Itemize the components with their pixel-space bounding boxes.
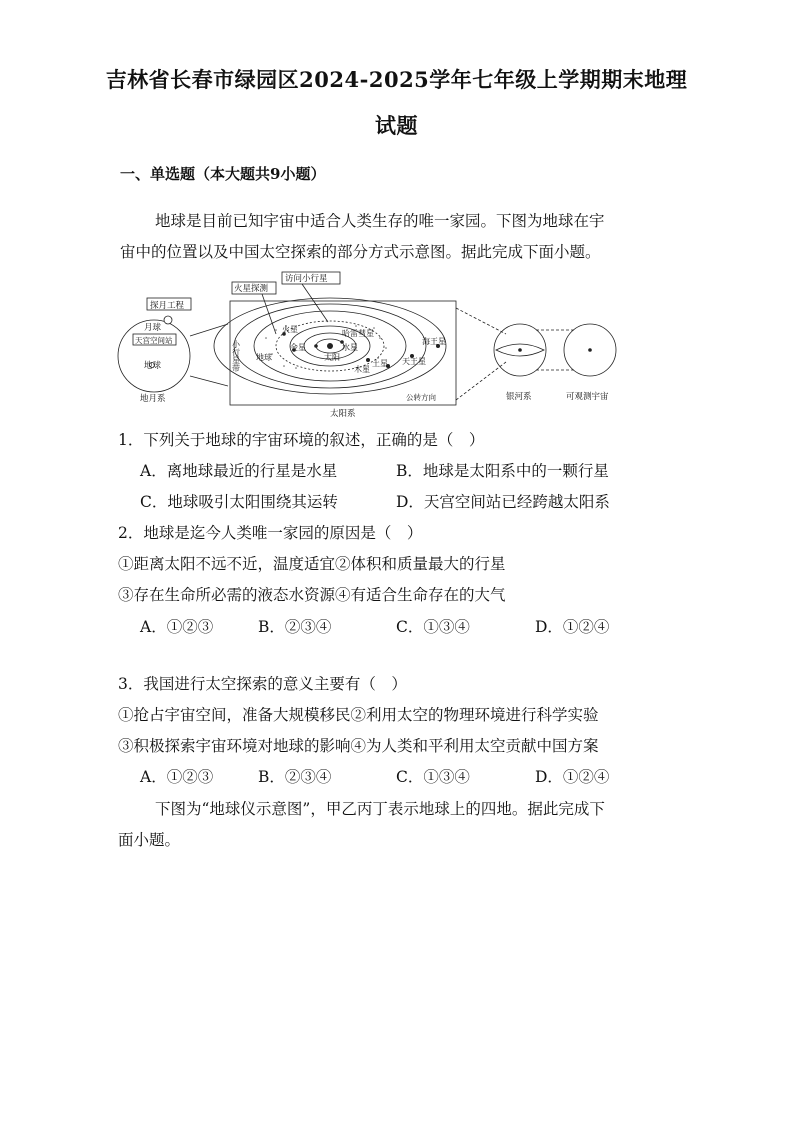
orbit-direction-label: 公转方向 xyxy=(406,393,436,402)
universe-label: 可观测宇宙 xyxy=(566,392,609,402)
q3-stem: 3．我国进行太空探索的意义主要有（ ） xyxy=(118,675,407,693)
q3-option-c: C．①③④ xyxy=(396,768,470,786)
intro2-line2: 面小题。 xyxy=(118,831,181,849)
document-title-line2: 试题 xyxy=(375,113,418,138)
q2-statements-2: ③存在生命所必需的液态水资源④有适合生命存在的大气 xyxy=(118,586,506,604)
universe-figure xyxy=(116,268,626,420)
q2-stem: 2．地球是迄今人类唯一家园的原因是（ ） xyxy=(118,524,423,542)
milky-way-label: 银河系 xyxy=(506,392,532,402)
uranus-label: 天王星 xyxy=(402,357,426,366)
q3-option-a: A．①②③ xyxy=(140,768,214,786)
earth-moon-system-label: 地月系 xyxy=(140,394,166,404)
saturn-label: 土星 xyxy=(372,359,388,368)
asteroid-visit-label: 访问小行星 xyxy=(285,274,328,284)
mars-label: 火星 xyxy=(282,325,298,334)
intro-paragraph-line1: 地球是目前已知宇宙中适合人类生存的唯一家园。下图为地球在宇 xyxy=(155,212,605,230)
q1-option-a: A．离地球最近的行星是水星 xyxy=(140,462,338,480)
mars-probe-label: 火星探测 xyxy=(234,284,269,294)
earth-label: 地球 xyxy=(256,353,272,362)
q3-option-d: D．①②④ xyxy=(535,768,610,786)
q2-option-a: A．①②③ xyxy=(140,618,214,636)
document-title-line1: 吉林省长春市绿园区2024-2025学年七年级上学期期末地理 xyxy=(105,67,688,92)
comet-label: 哈雷彗星 xyxy=(342,329,374,338)
solar-system-label: 太阳系 xyxy=(330,409,356,419)
neptune-label: 海王星 xyxy=(422,337,446,346)
mercury-label: 水星 xyxy=(342,343,358,352)
q3-statements-1: ①抢占宇宙空间，准备大规模移民②利用太空的物理环境进行科学实验 xyxy=(118,706,599,724)
q3-statements-2: ③积极探索宇宙环境对地球的影响④为人类和平利用太空贡献中国方案 xyxy=(118,737,599,755)
station-label: 天宫空间站 xyxy=(135,336,173,345)
earth-small-label: 地球 xyxy=(144,361,162,371)
q2-option-c: C．①③④ xyxy=(396,618,470,636)
moon-project-label: 探月工程 xyxy=(150,301,185,311)
sun-label: 太阳 xyxy=(324,353,340,362)
sun-dot xyxy=(327,343,333,349)
venus-label: 金星 xyxy=(290,343,306,352)
moon-label: 月球 xyxy=(144,323,162,333)
q2-option-b: B．②③④ xyxy=(258,618,332,636)
q1-stem: 1．下列关于地球的宇宙环境的叙述，正确的是（ ） xyxy=(118,431,485,449)
intro2-line1: 下图为“地球仪示意图”，甲乙丙丁表示地球上的四地。据此完成下 xyxy=(155,800,605,818)
jupiter-label: 木星 xyxy=(354,365,370,374)
q3-option-b: B．②③④ xyxy=(258,768,332,786)
section-heading: 一、单选题（本大题共9小题） xyxy=(120,165,326,183)
asteroid-belt-label: 小行星带 xyxy=(231,340,241,372)
moon-project-circle xyxy=(164,316,172,324)
q1-option-d: D．天宫空间站已经跨越太阳系 xyxy=(396,493,610,511)
q1-option-b: B．地球是太阳系中的一颗行星 xyxy=(396,462,609,480)
q2-statements-1: ①距离太阳不远不近，温度适宜②体积和质量最大的行星 xyxy=(118,555,506,573)
q1-option-c: C．地球吸引太阳围绕其运转 xyxy=(140,493,338,511)
q2-option-d: D．①②④ xyxy=(535,618,610,636)
intro-paragraph-line2: 宙中的位置以及中国太空探索的部分方式示意图。据此完成下面小题。 xyxy=(120,243,601,261)
